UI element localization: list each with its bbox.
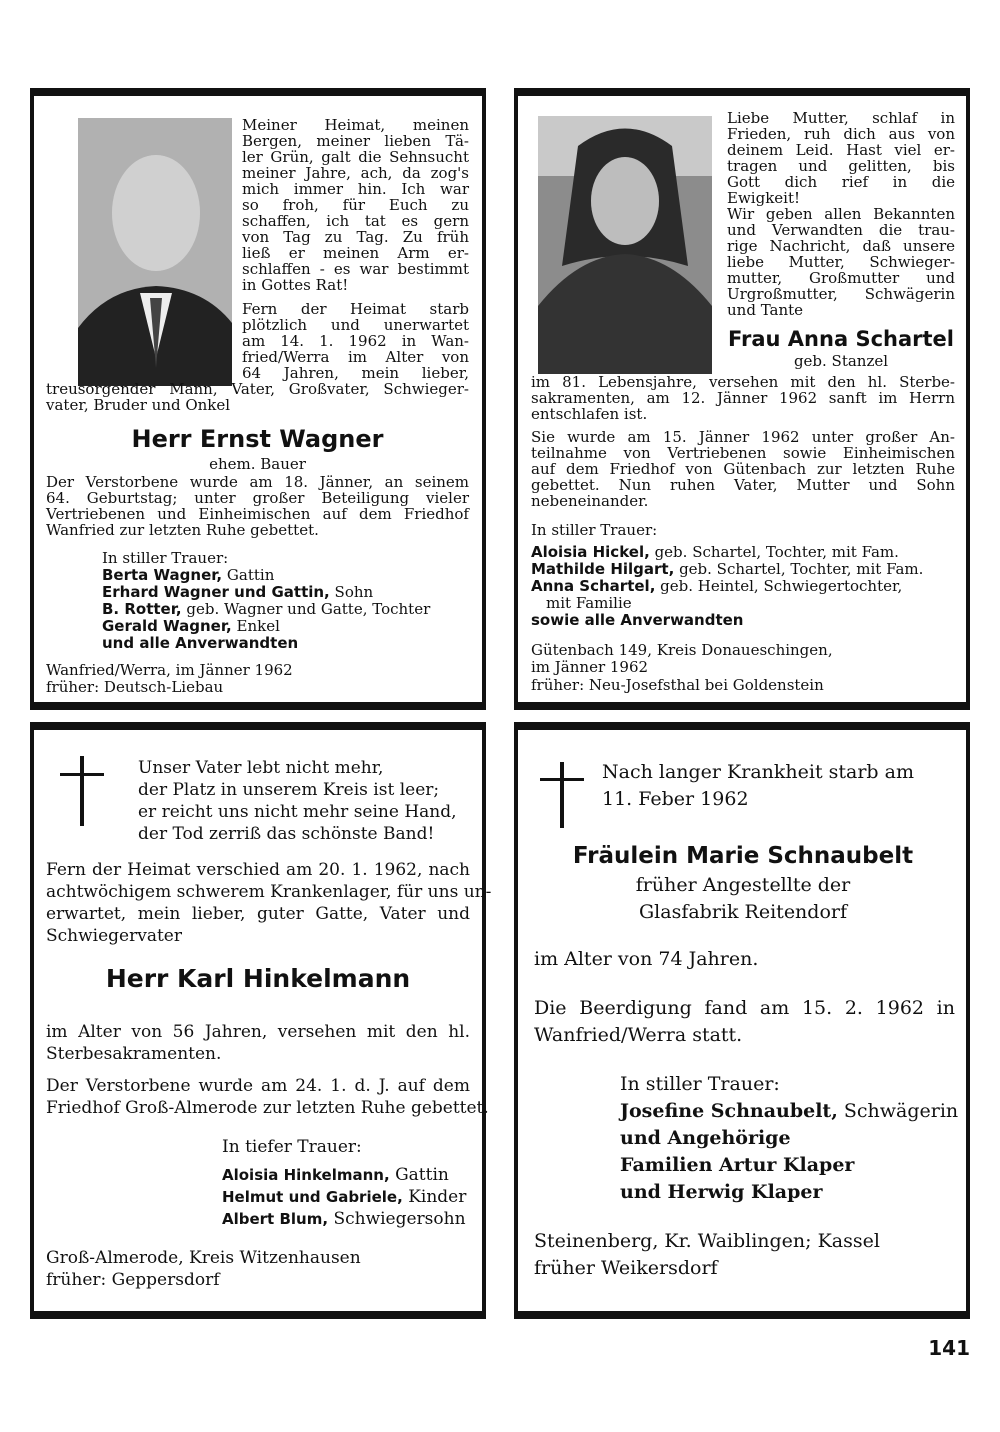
mourner-entry xyxy=(102,618,280,635)
mourner-name: Erhard Wagner und Gattin, xyxy=(102,583,330,601)
mourner-entry xyxy=(531,561,923,578)
burial-line: Die Beerdigung fand am 15. 2. 1962 in xyxy=(534,997,955,1019)
poem-line: schlaffen - es war bestimmt xyxy=(242,260,469,278)
intro-line: und Verwandten die trau- xyxy=(727,221,955,239)
intro-line: 64 Jahren, mein lieber, xyxy=(242,364,469,382)
poem-line: Frieden, ruh dich aus von xyxy=(727,125,955,143)
intro-line: liebe Mutter, Schwieger- xyxy=(727,253,955,271)
intro-line: vater, Bruder und Onkel xyxy=(46,396,231,414)
deceased-name-schartel: Frau Anna Schartel xyxy=(728,327,954,351)
mourning-label-hinkelmann: In tiefer Trauer: xyxy=(222,1137,362,1157)
mourner-entry xyxy=(531,544,899,561)
deceased-name-wagner: Herr Ernst Wagner xyxy=(131,425,384,453)
portrait-photo-schartel xyxy=(538,116,712,374)
intro-line: Wir geben allen Bekannten xyxy=(727,205,955,223)
mourner-entry xyxy=(102,584,373,601)
mourner-relation: Schwägerin xyxy=(843,1100,959,1122)
age-line: entschlafen ist. xyxy=(531,405,648,423)
mourning-label-schnaubelt: In stiller Trauer: xyxy=(620,1073,780,1095)
mourner-entry xyxy=(620,1125,791,1152)
mourner-name: sowie alle Anverwandten xyxy=(531,611,744,629)
poem-line: ler Grün, galt die Sehnsucht xyxy=(242,148,469,166)
portrait-photo-wagner xyxy=(78,118,232,386)
intro-line: achtwöchigem schwerem Krankenlager, für uns un- xyxy=(46,882,492,902)
poem-line: meiner Jahre, ach, da zog's xyxy=(242,164,469,182)
burial-line: nebeneinander. xyxy=(531,492,649,510)
burial-line: Vertriebenen und Einheimischen auf dem Friedhof xyxy=(46,505,469,523)
mourning-label-schartel: In stiller Trauer: xyxy=(531,521,658,539)
poem-line: Liebe Mutter, schlaf in xyxy=(727,109,955,127)
place-schnaubelt: Steinenberg, Kr. Waiblingen; Kassel xyxy=(534,1230,880,1252)
mourner-name: Albert Blum, xyxy=(222,1210,329,1228)
place-hinkelmann: Groß-Almerode, Kreis Witzenhausen xyxy=(46,1248,361,1268)
intro-line: und Tante xyxy=(727,301,804,319)
mourner-relation: geb. Heintel, Schwiegertochter, xyxy=(660,577,903,595)
mourner-name: Josefine Schnaubelt, xyxy=(620,1100,838,1122)
mourner-name: Aloisia Hinkelmann, xyxy=(222,1166,390,1184)
mourner-name: Anna Schartel, xyxy=(531,577,656,595)
poem-line: der Tod zerriß das schönste Band! xyxy=(138,824,435,844)
age-line: im 81. Lebensjahre, versehen mit den hl. Sterbe- xyxy=(531,373,955,391)
age-line: Sterbesakramenten. xyxy=(46,1044,222,1064)
cross-icon xyxy=(540,762,584,828)
date-schartel: im Jänner 1962 xyxy=(531,658,649,676)
deceased-name-hinkelmann: Herr Karl Hinkelmann xyxy=(105,964,411,993)
origin-schnaubelt: früher Weikersdorf xyxy=(534,1257,718,1279)
poem-line: ließ er meinen Arm er- xyxy=(242,244,469,262)
burial-line: Friedhof Groß-Almerode zur letzten Ruhe gebettet. xyxy=(46,1098,489,1118)
place-wagner: Wanfried/Werra, im Jänner 1962 xyxy=(46,661,293,679)
mourner-relation: geb. Schartel, Tochter, mit Fam. xyxy=(654,543,899,561)
mourner-name: und Angehörige xyxy=(620,1127,791,1149)
mourner-name: Berta Wagner, xyxy=(102,566,223,584)
mourner-name: Familien Artur Klaper xyxy=(620,1154,855,1176)
poem-line: Unser Vater lebt nicht mehr, xyxy=(138,758,384,778)
mourner-entry xyxy=(222,1164,449,1186)
mourner-name: Gerald Wagner, xyxy=(102,617,232,635)
origin-schartel: früher: Neu-Josefsthal bei Goldenstein xyxy=(531,676,824,694)
burial-line: teilnahme von Vertriebenen sowie Einheimischen xyxy=(531,444,955,462)
mourner-entry xyxy=(620,1152,854,1179)
poem-line: so froh, für Euch zu xyxy=(242,196,469,214)
mourner-relation: Kinder xyxy=(408,1187,467,1207)
mourner-relation: Sohn xyxy=(334,583,374,601)
mourner-name: Aloisia Hickel, xyxy=(531,543,650,561)
mourner-entry xyxy=(620,1179,822,1206)
poem-line: deinem Leid. Hast viel er- xyxy=(727,141,955,159)
mourner-relation: mit Familie xyxy=(546,594,632,612)
origin-hinkelmann: früher: Geppersdorf xyxy=(46,1270,220,1290)
burial-line: Der Verstorbene wurde am 18. Jänner, an seinem xyxy=(46,473,469,491)
age-line: sakramenten, am 12. Jänner 1962 sanft im Herrn xyxy=(531,389,955,407)
poem-line: der Platz in unserem Kreis ist leer; xyxy=(138,780,440,800)
intro-line: rige Nachricht, daß unsere xyxy=(727,237,955,255)
mourner-relation: geb. Wagner und Gatte, Tochter xyxy=(186,600,431,618)
cross-icon xyxy=(60,756,104,826)
burial-line: auf dem Friedhof von Gütenbach zur letzten Ruhe xyxy=(531,460,955,478)
mourner-entry xyxy=(222,1208,466,1230)
mourner-entry xyxy=(546,595,632,612)
poem-line: tragen und gelitten, bis xyxy=(727,157,955,175)
page-number: 141 xyxy=(928,1336,970,1360)
poem-line: Gott dich rief in die xyxy=(727,173,955,191)
burial-line: Wanfried/Werra statt. xyxy=(534,1024,743,1046)
mourner-entry xyxy=(531,612,743,629)
poem-line: in Gottes Rat! xyxy=(242,276,349,294)
mourner-name: Helmut und Gabriele, xyxy=(222,1188,403,1206)
intro-line: fried/Werra im Alter von xyxy=(242,348,469,366)
intro-line: treusorgender Mann, Vater, Großvater, Schwieger- xyxy=(46,380,469,398)
mourner-entry xyxy=(620,1098,958,1125)
mourner-entry xyxy=(531,578,902,595)
intro-line: mutter, Großmutter und xyxy=(727,269,955,287)
burial-line: Wanfried zur letzten Ruhe gebettet. xyxy=(46,521,319,539)
intro-line: erwartet, mein lieber, guter Gatte, Vater und xyxy=(46,904,470,924)
poem-line: Ewigkeit! xyxy=(727,189,801,207)
mourner-entry xyxy=(222,1186,466,1208)
burial-line: 64. Geburtstag; unter großer Beteiligung vieler xyxy=(46,489,469,507)
mourner-name: Mathilde Hilgart, xyxy=(531,560,675,578)
poem-line: Bergen, meiner lieben Tä- xyxy=(242,132,469,150)
intro-line: Nach langer Krankheit starb am xyxy=(602,761,914,783)
mourner-relation: Schwiegersohn xyxy=(333,1209,466,1229)
intro-line: am 14. 1. 1962 in Wan- xyxy=(242,332,469,350)
mourner-entry xyxy=(102,601,430,618)
intro-line: Urgroßmutter, Schwägerin xyxy=(727,285,955,303)
mourner-relation: Gattin xyxy=(395,1165,449,1185)
mourner-name: und alle Anverwandten xyxy=(102,634,299,652)
intro-line: Fern der Heimat verschied am 20. 1. 1962, nach xyxy=(46,860,470,880)
origin-wagner: früher: Deutsch-Liebau xyxy=(46,678,224,696)
poem-line: er reicht uns nicht mehr seine Hand, xyxy=(138,802,457,822)
job-line: Glasfabrik Reitendorf xyxy=(638,901,848,923)
mourner-relation: Enkel xyxy=(236,617,280,635)
born-name-schartel: geb. Stanzel xyxy=(793,352,889,370)
mourner-name: und Herwig Klaper xyxy=(620,1181,823,1203)
mourner-entry xyxy=(102,635,298,652)
mourner-entry xyxy=(102,567,274,584)
mourner-relation: geb. Schartel, Tochter, mit Fam. xyxy=(679,560,924,578)
job-line: früher Angestellte der xyxy=(635,874,851,896)
poem-line: Meiner Heimat, meinen xyxy=(242,116,469,134)
poem-line: von Tag zu Tag. Zu früh xyxy=(242,228,469,246)
burial-line: Der Verstorbene wurde am 24. 1. d. J. auf dem xyxy=(46,1076,470,1096)
intro-line: plötzlich und unerwartet xyxy=(242,316,469,334)
deceased-name-schnaubelt: Fräulein Marie Schnaubelt xyxy=(572,843,914,869)
occupation-wagner: ehem. Bauer xyxy=(209,455,306,473)
place-schartel: Gütenbach 149, Kreis Donaueschingen, xyxy=(531,641,833,659)
burial-line: gebettet. Nun ruhen Vater, Mutter und Sohn xyxy=(531,476,955,494)
age-line: im Alter von 56 Jahren, versehen mit den hl. xyxy=(46,1022,470,1042)
intro-line: Fern der Heimat starb xyxy=(242,300,469,318)
poem-line: mich immer hin. Ich war xyxy=(242,180,469,198)
mourner-name: B. Rotter, xyxy=(102,600,182,618)
mourner-relation: Gattin xyxy=(226,566,275,584)
intro-line: 11. Feber 1962 xyxy=(602,788,749,810)
intro-line: Schwiegervater xyxy=(46,926,182,946)
mourning-label-wagner: In stiller Trauer: xyxy=(102,549,229,567)
age-schnaubelt: im Alter von 74 Jahren. xyxy=(534,948,759,970)
burial-line: Sie wurde am 15. Jänner 1962 unter großer An- xyxy=(531,428,955,446)
poem-line: schaffen, ich tat es gern xyxy=(242,212,469,230)
